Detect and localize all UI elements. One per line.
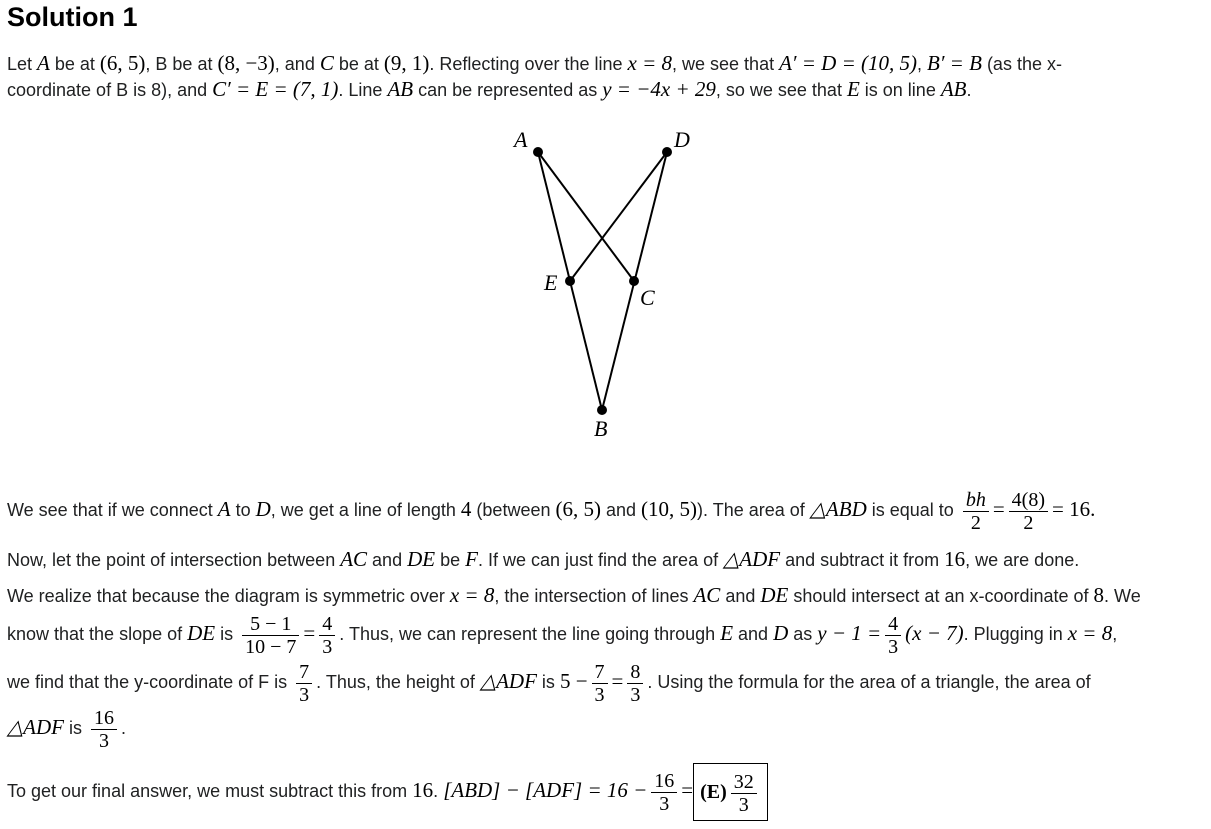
math: 16 [412, 778, 434, 802]
math: AB [940, 77, 967, 101]
text: . [121, 718, 127, 738]
math: A [37, 51, 50, 75]
math: F [465, 547, 478, 571]
math: D [255, 497, 271, 521]
text: (between [471, 500, 556, 520]
denominator: 3 [627, 683, 643, 706]
text: , [917, 54, 928, 74]
math: C [319, 51, 334, 75]
math: AC [340, 547, 368, 571]
math: 8 [1093, 583, 1105, 607]
text: , and [274, 54, 320, 74]
text: coordinate of B is 8), and [7, 80, 213, 100]
numerator: 7 [594, 660, 605, 683]
math: x = 8 [449, 583, 495, 607]
text: as [788, 624, 818, 644]
text: be at [333, 54, 384, 74]
fraction [242, 613, 299, 658]
text: . [966, 80, 972, 100]
text: , [1112, 624, 1118, 644]
text: . Reflecting over the line [429, 54, 628, 74]
math: DE [760, 583, 789, 607]
final-answer-line [7, 762, 768, 821]
fraction [592, 661, 608, 706]
fraction [963, 489, 989, 534]
math: = [681, 778, 694, 802]
math: DE [187, 621, 216, 645]
math: △ADF [479, 669, 537, 693]
math: = [611, 669, 624, 693]
text: is on line [859, 80, 941, 100]
answer-choice: (E) [700, 781, 727, 804]
denominator: 3 [885, 635, 901, 658]
label-E: E [544, 270, 558, 295]
denominator: 3 [296, 683, 312, 706]
text: We see that if we connect [7, 500, 218, 520]
label-D: D [674, 127, 690, 152]
point-D [662, 147, 672, 157]
point-A [533, 147, 543, 157]
intersection-line [7, 546, 1079, 573]
fraction [627, 661, 643, 706]
math: AC [693, 583, 721, 607]
text: should intersect at an x-coordinate of [788, 586, 1094, 606]
area-abd-line [7, 486, 1095, 534]
label-C: C [640, 285, 655, 310]
text: and [367, 550, 408, 570]
math: (6, 5) [555, 497, 601, 521]
math: 5 − [559, 669, 588, 693]
math: (8, −3) [217, 51, 275, 75]
text: , the intersection of lines [494, 586, 694, 606]
label-A: A [514, 127, 528, 152]
area-adf-line [7, 702, 126, 753]
text: To get our final answer, we must subtract this from [7, 781, 413, 801]
math: (6, 5) [99, 51, 146, 75]
numerator: 32 [733, 771, 754, 794]
math: x = 8 [1067, 621, 1113, 645]
math: = [303, 621, 316, 645]
fraction [885, 613, 901, 658]
math: x = 8 [627, 51, 673, 75]
text: is [536, 672, 560, 692]
height-line [7, 656, 1091, 707]
math: y = −4x + 29 [602, 77, 716, 101]
numerator: 4 [322, 612, 333, 635]
text: to [230, 500, 256, 520]
numerator: 4(8) [1011, 488, 1045, 511]
math: = 16. [1051, 497, 1096, 521]
point-C [629, 276, 639, 286]
text: be [435, 550, 466, 570]
numerator: 4 [888, 612, 899, 635]
math: △ABD [809, 497, 867, 521]
symmetry-line [7, 582, 1141, 609]
text: Let [7, 54, 38, 74]
text: know that the slope of [7, 624, 188, 644]
text: . Line [338, 80, 388, 100]
fraction [651, 770, 677, 815]
numerator: 16 [94, 706, 114, 729]
solution-heading: Solution 1 [7, 2, 138, 32]
answer-box [693, 763, 768, 821]
text: be at [49, 54, 100, 74]
text: is [63, 718, 87, 738]
text: , B be at [145, 54, 218, 74]
math: E [846, 77, 860, 101]
denominator: 3 [91, 729, 117, 752]
denominator: 10 − 7 [242, 635, 299, 658]
numerator: 5 − 1 [250, 612, 292, 635]
math: AB [387, 77, 414, 101]
text: . If we can just find the area of [477, 550, 724, 570]
math: A′ = D = (10, 5) [779, 51, 917, 75]
denominator: 3 [592, 683, 608, 706]
fraction [319, 613, 335, 658]
fraction [91, 707, 117, 752]
math: B′ = B [927, 51, 982, 75]
math: △ADF [7, 715, 64, 739]
math: C′ = E = (7, 1) [212, 77, 339, 101]
text: . Thus, we can represent the line going through [339, 624, 721, 644]
fraction [296, 661, 312, 706]
text: (as the x- [981, 54, 1062, 74]
numerator: 8 [630, 660, 641, 683]
text: . Plugging in [963, 624, 1068, 644]
math: [ABD] − [ADF] = 16 − [443, 778, 648, 802]
point-B [597, 405, 607, 415]
text: and subtract it from [780, 550, 945, 570]
text: , so we see that [715, 80, 847, 100]
text: can be represented as [413, 80, 603, 100]
text: , we see that [672, 54, 780, 74]
denominator: 2 [1009, 511, 1048, 534]
math: E [720, 621, 734, 645]
math: D [773, 621, 789, 645]
math: 4 [460, 497, 472, 521]
math: (10, 5) [641, 497, 698, 521]
denominator: 3 [651, 792, 677, 815]
text: ). The area of [697, 500, 810, 520]
math: (9, 1) [383, 51, 430, 75]
numerator: bh [965, 488, 986, 511]
fraction [1009, 489, 1048, 534]
numerator: 16 [654, 769, 675, 792]
denominator: 2 [963, 511, 989, 534]
text: . Thus, the height of [316, 672, 480, 692]
math: DE [407, 547, 436, 571]
text: We realize that because the diagram is symmetric over [7, 586, 450, 606]
text: is equal to [866, 500, 959, 520]
intro-line-2 [7, 76, 972, 103]
math: A [217, 497, 231, 521]
text: is [215, 624, 239, 644]
denominator: 3 [319, 635, 335, 658]
geometry-diagram [500, 122, 710, 442]
math: (x − 7) [905, 621, 964, 645]
denominator: 3 [731, 793, 757, 816]
text: and [733, 624, 774, 644]
text: Now, let the point of intersection between [7, 550, 341, 570]
text: . We [1104, 586, 1141, 606]
slope-line [7, 608, 1117, 659]
fraction [731, 771, 757, 816]
math: y − 1 = [817, 621, 882, 645]
text: . Using the formula for the area of a triangle, the area of [647, 672, 1091, 692]
text: , we are done. [965, 550, 1080, 570]
numerator: 7 [299, 660, 310, 683]
text: we find that the y-coordinate of F is [7, 672, 293, 692]
point-E [565, 276, 575, 286]
label-B: B [594, 416, 608, 441]
math: △ADF [723, 547, 781, 571]
text: and [600, 500, 642, 520]
intro-line-1 [7, 50, 1062, 77]
math: 16 [944, 547, 966, 571]
text: and [720, 586, 761, 606]
math: = [992, 497, 1005, 521]
text: , we get a line of length [270, 500, 461, 520]
text: . [433, 781, 444, 801]
